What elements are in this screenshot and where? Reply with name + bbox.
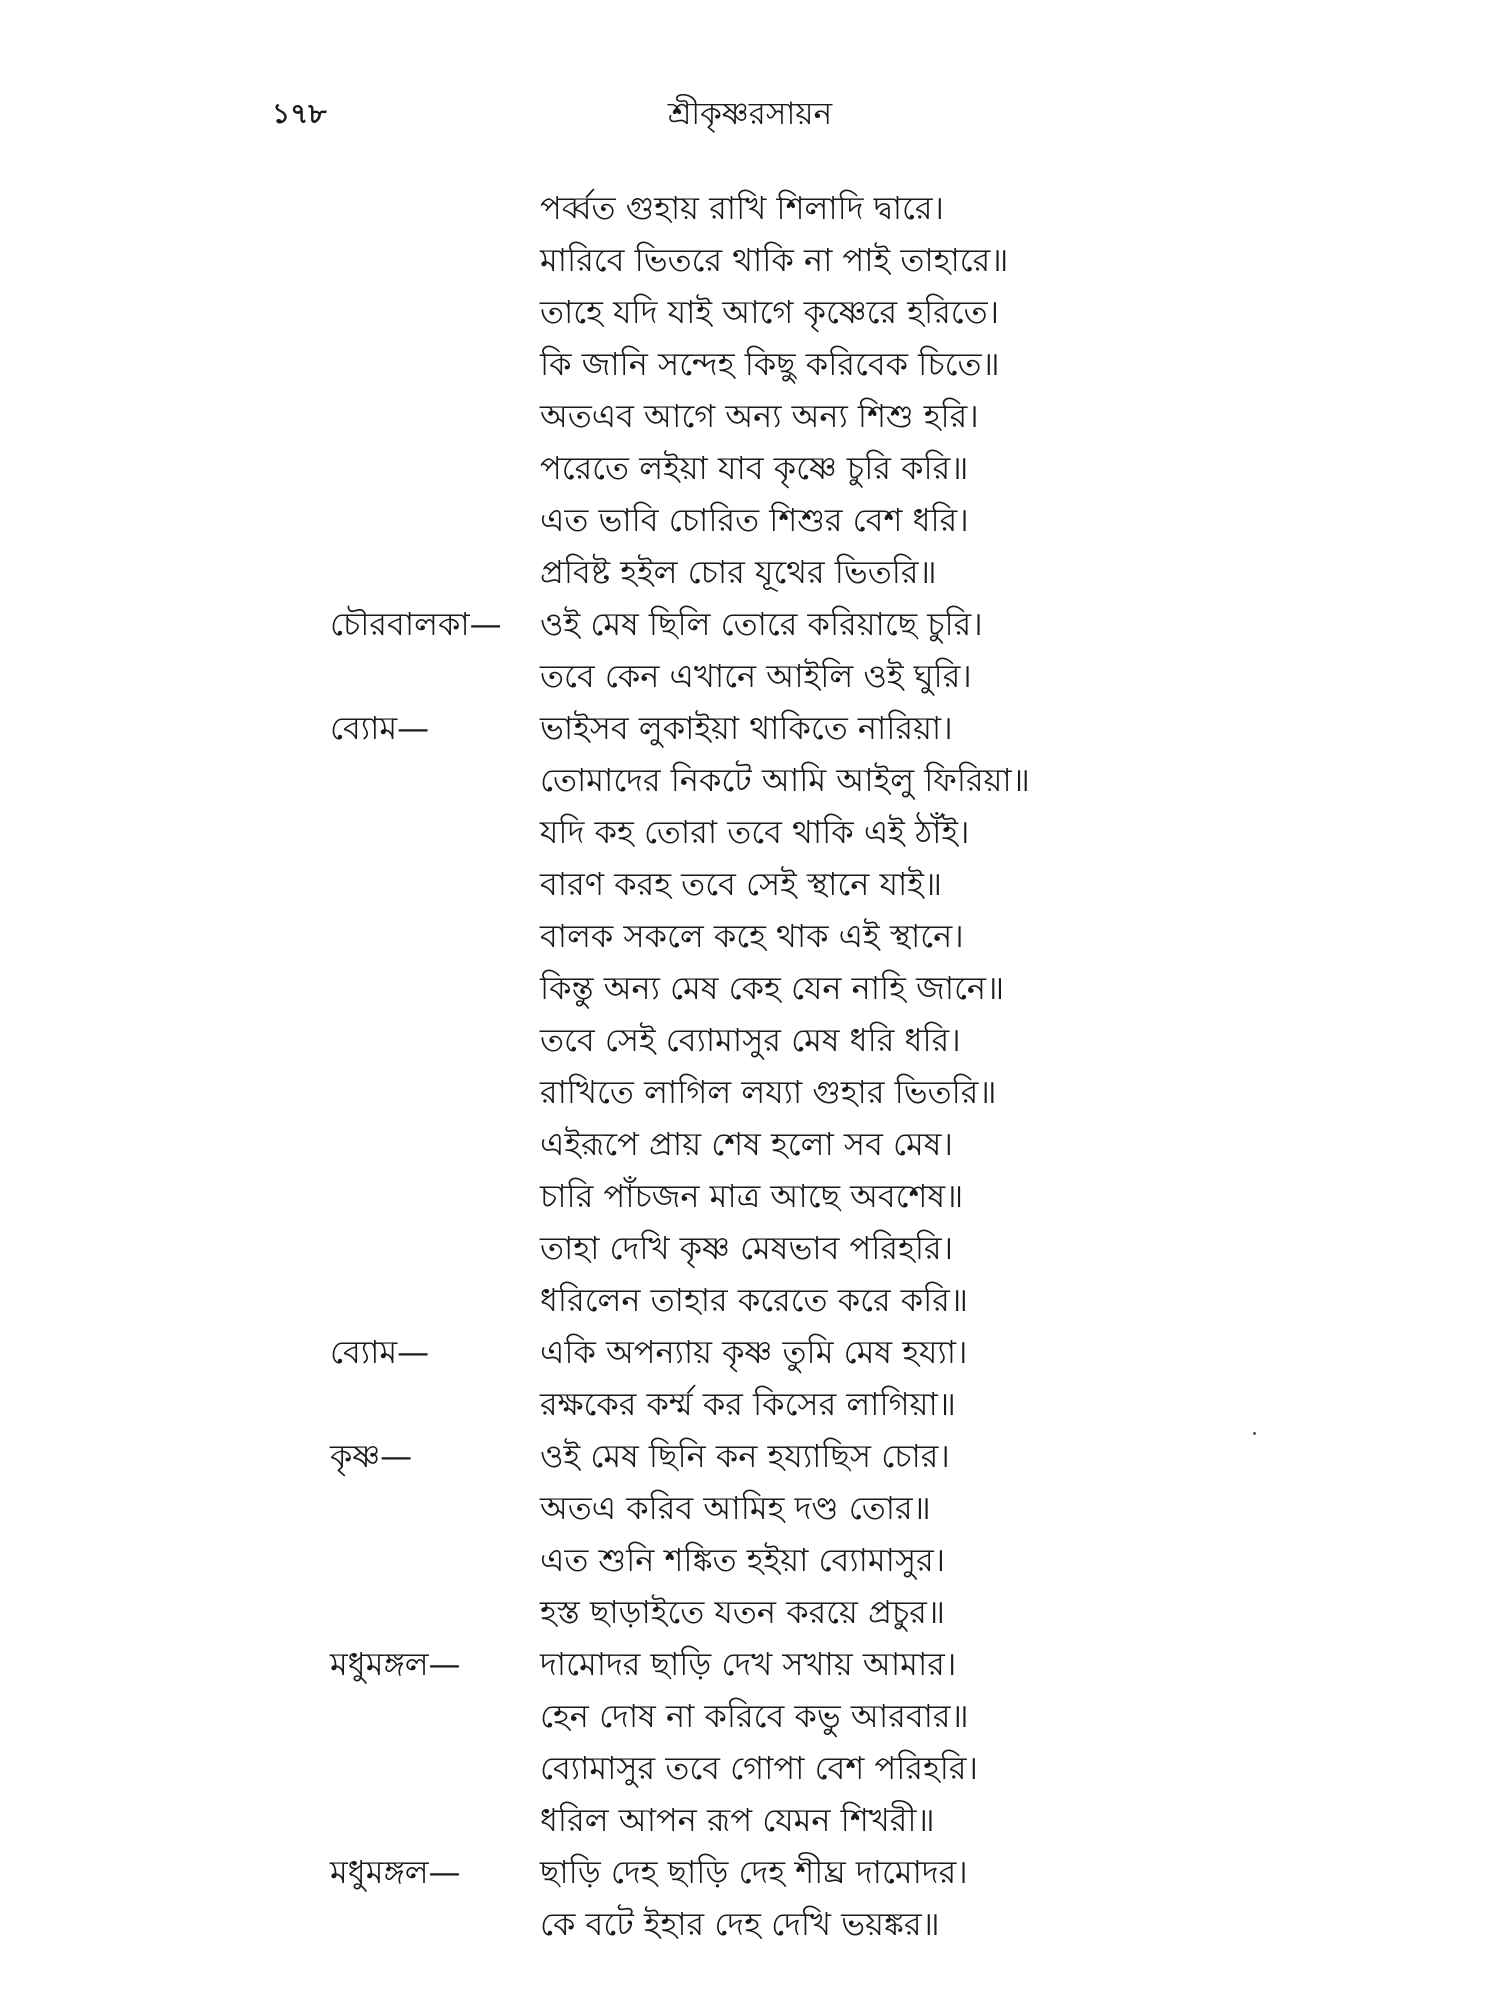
verse-text: চারি পাঁচজন মাত্র আছে অবশেষ॥ — [540, 1177, 964, 1215]
verse-line — [0, 546, 1500, 598]
verse-line — [0, 1170, 1500, 1222]
verse-line — [0, 1586, 1500, 1638]
verse-text: এইরূপে প্রায় শেষ হলো সব মেষ। — [540, 1125, 953, 1163]
verse-line — [0, 1482, 1500, 1534]
speaker-label: মধুমঙ্গল— — [330, 1853, 461, 1891]
verse-text: যদি কহ তোরা তবে থাকি এই ঠাঁই। — [540, 813, 970, 851]
verse-line — [0, 494, 1500, 546]
verse-text: প্রবিষ্ট হইল চোর যূথের ভিতরি॥ — [540, 553, 937, 591]
verse-text: অতএ করিব আমিহ দণ্ড তোর॥ — [540, 1489, 931, 1527]
verse-line — [0, 1014, 1500, 1066]
verse-text: হেন দোষ না করিবে কভু আরবার॥ — [540, 1697, 969, 1735]
verse-text: তোমাদের নিকটে আমি আইলু ফিরিয়া॥ — [540, 761, 1030, 799]
verse-line — [0, 442, 1500, 494]
verse-line — [0, 910, 1500, 962]
verse-text: একি অপন্যায় কৃষ্ণ তুমি মেষ হয্যা। — [540, 1333, 968, 1371]
verse-text: কি জানি সন্দেহ কিছু করিবেক চিতে॥ — [540, 345, 1000, 383]
verse-line — [0, 390, 1500, 442]
verse-line — [0, 598, 1500, 650]
speaker-label: চৌরবালকা— — [330, 605, 502, 643]
verse-line — [0, 1430, 1500, 1482]
verse-text: পর্ব্বত গুহায় রাখি শিলাদি দ্বারে। — [540, 189, 944, 227]
verse-line — [0, 286, 1500, 338]
speaker-label: ব্যোম— — [330, 709, 430, 747]
verse-text: এত শুনি শঙ্কিত হইয়া ব্যোমাসুর। — [540, 1541, 946, 1579]
verse-text: তবে সেই ব্যোমাসুর মেষ ধরি ধরি। — [540, 1021, 961, 1059]
verse-line — [0, 1794, 1500, 1846]
verse-text: ব্যোমাসুর তবে গোপা বেশ পরিহরি। — [540, 1749, 978, 1787]
verse-line — [0, 962, 1500, 1014]
verse-text: পরেতে লইয়া যাব কৃষ্ণে চুরি করি॥ — [540, 449, 969, 487]
verse-text: ওই মেষ ছিনি কন হয্যাছিস চোর। — [540, 1437, 950, 1475]
verse-text: তবে কেন এখানে আইলি ওই ঘুরি। — [540, 657, 972, 695]
verse-text: রাখিতে লাগিল লয্যা গুহার ভিতরি॥ — [540, 1073, 997, 1111]
verse-line — [0, 182, 1500, 234]
verse-text: বালক সকলে কহে থাক এই স্থানে। — [540, 917, 964, 955]
verse-text: হস্ত ছাড়াইতে যতন করয়ে প্রচুর॥ — [540, 1593, 945, 1631]
verse-text: তাহে যদি যাই আগে কৃষ্ণেরে হরিতে। — [540, 293, 1000, 331]
verse-line — [0, 1690, 1500, 1742]
speaker-label: ব্যোম— — [330, 1333, 430, 1371]
verse-text: মারিবে ভিতরে থাকি না পাই তাহারে॥ — [540, 241, 1009, 279]
verse-text: ভাইসব লুকাইয়া থাকিতে নারিয়া। — [540, 709, 953, 747]
verse-text: ধরিলেন তাহার করেতে করে করি॥ — [540, 1281, 968, 1319]
verse-line — [0, 338, 1500, 390]
verse-line — [0, 1638, 1500, 1690]
verse-line — [0, 1066, 1500, 1118]
print-speck — [1253, 1432, 1256, 1435]
speaker-label: কৃষ্ণ— — [330, 1437, 413, 1475]
verse-text: কিন্তু অন্য মেষ কেহ যেন নাহি জানে॥ — [540, 969, 1005, 1007]
verse-line — [0, 1118, 1500, 1170]
speaker-label: মধুমঙ্গল— — [330, 1645, 461, 1683]
verse-line — [0, 1846, 1500, 1898]
verse-text: দামোদর ছাড়ি দেখ সখায় আমার। — [540, 1645, 957, 1683]
verse-text: ধরিল আপন রূপ যেমন শিখরী॥ — [540, 1801, 935, 1839]
verse-text: অতএব আগে অন্য অন্য শিশু হরি। — [540, 397, 979, 435]
verse-text: রক্ষকের কর্ম্ম কর কিসের লাগিয়া॥ — [540, 1385, 956, 1423]
verse-line — [0, 234, 1500, 286]
verse-line — [0, 1274, 1500, 1326]
verse-line — [0, 1378, 1500, 1430]
verse-line — [0, 1222, 1500, 1274]
verse-line — [0, 806, 1500, 858]
verse-text: ছাড়ি দেহ ছাড়ি দেহ শীঘ্র দামোদর। — [540, 1853, 968, 1891]
verse-text: বারণ করহ তবে সেই স্থানে যাই॥ — [540, 865, 943, 903]
verse-line — [0, 754, 1500, 806]
verse-line — [0, 650, 1500, 702]
verse-text: কে বটে ইহার দেহ দেখি ভয়ঙ্কর॥ — [540, 1905, 940, 1943]
verse-text: এত ভাবি চোরিত শিশুর বেশ ধরি। — [540, 501, 969, 539]
verse-line — [0, 1534, 1500, 1586]
verse-body — [0, 182, 1500, 1950]
verse-text: ওই মেষ ছিলি তোরে করিয়াছে চুরি। — [540, 605, 983, 643]
verse-line — [0, 858, 1500, 910]
running-title: শ্রীকৃষ্ণরসায়ন — [667, 96, 833, 132]
verse-line — [0, 1898, 1500, 1950]
verse-line — [0, 1326, 1500, 1378]
verse-line — [0, 1742, 1500, 1794]
verse-text: তাহা দেখি কৃষ্ণ মেষভাব পরিহরি। — [540, 1229, 954, 1267]
page-number: ১৭৮ — [272, 97, 327, 130]
verse-line — [0, 702, 1500, 754]
